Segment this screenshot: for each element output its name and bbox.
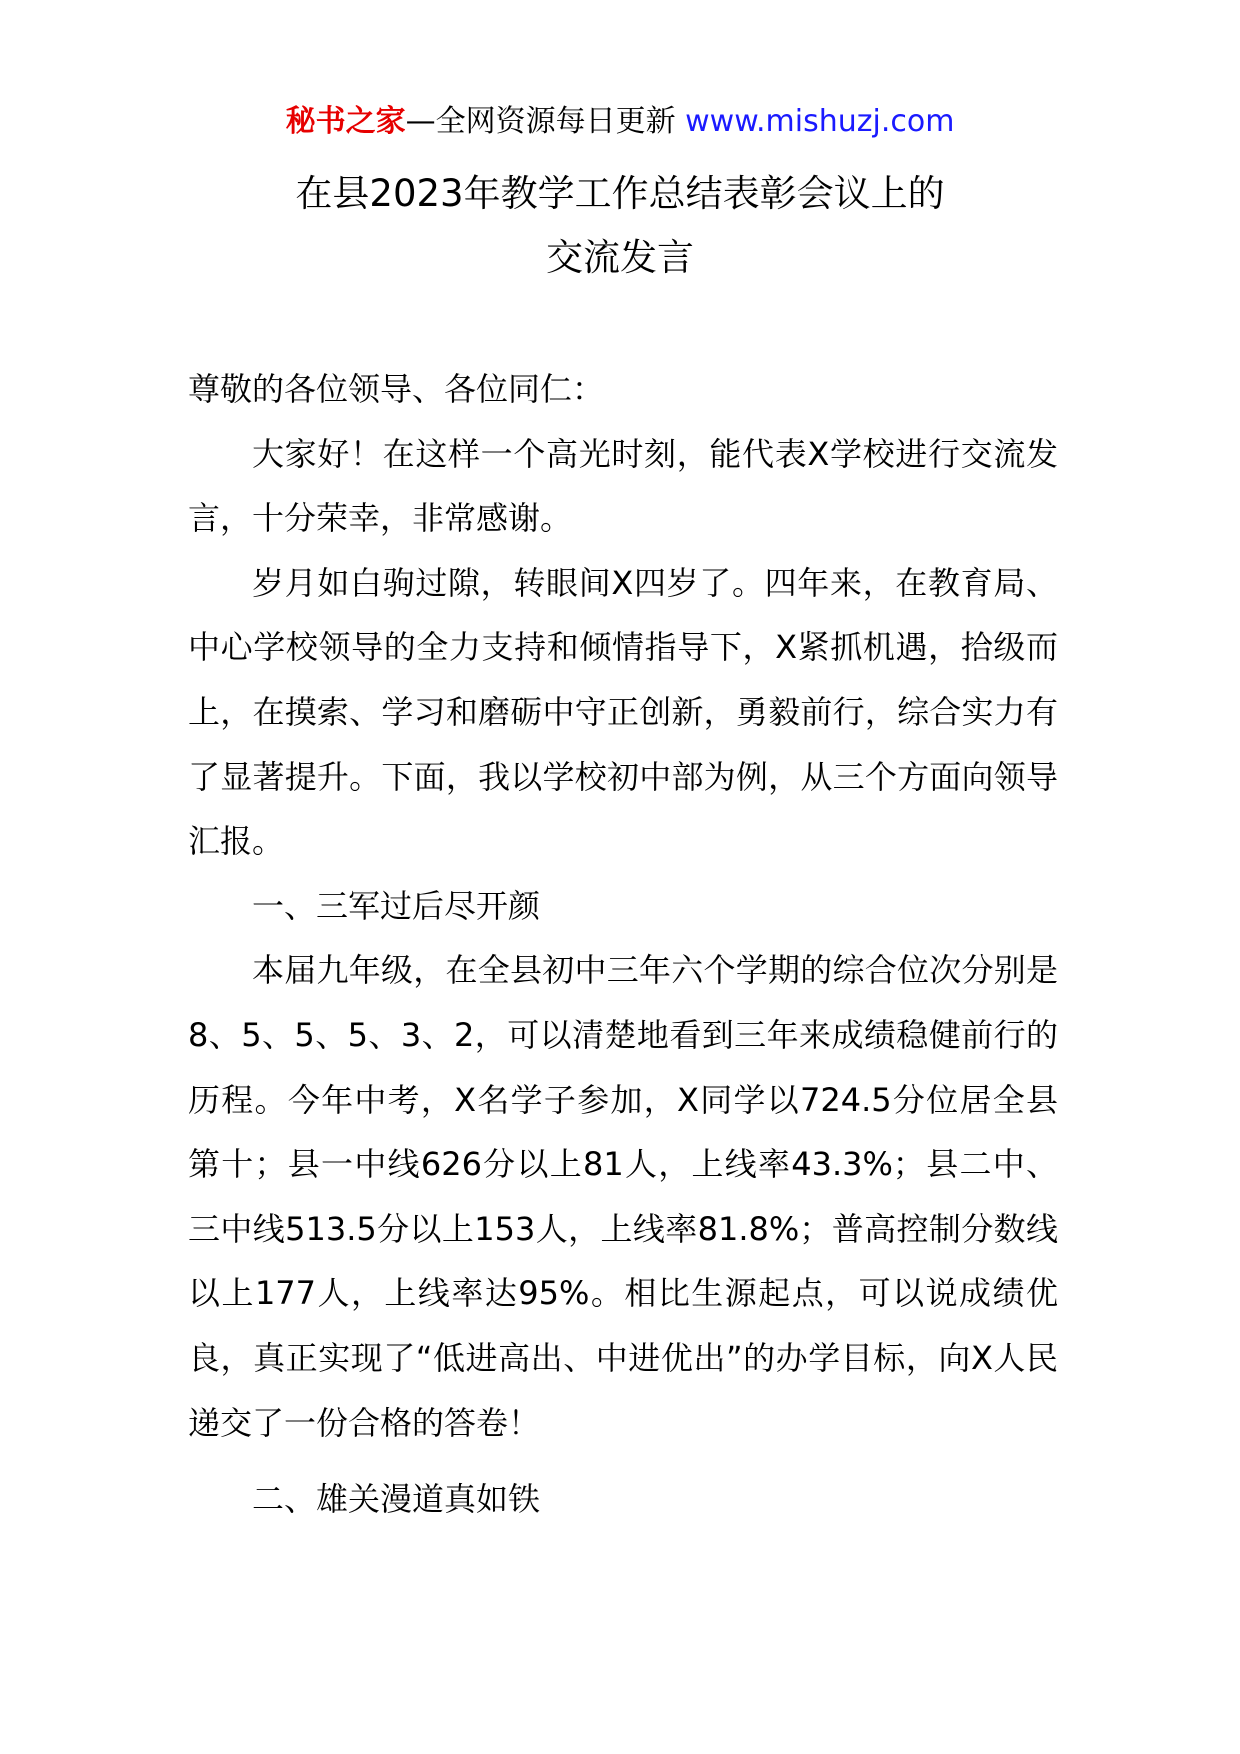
document-title — [0, 162, 1240, 290]
salutation: 尊敬的各位领导、各位同仁： — [188, 370, 605, 408]
document-body — [188, 357, 1058, 1532]
title-line-2: 交流发言 — [546, 236, 694, 279]
section-heading-1: 一、三军过后尽开颜 — [252, 886, 541, 925]
banner-slogan: —全网资源每日更新 — [405, 104, 676, 139]
brand-name: 秘书之家 — [285, 104, 406, 139]
section-heading-2: 二、雄关漫道真如铁 — [252, 1480, 541, 1519]
paragraph-results: 本届九年级，在全县初中三年六个学期的综合位次分别是8、5、5、5、3、2，可以清楚地看到三年来成绩稳健前行的历程。今年中考，X名学子参加，X同学以724.5分位居全县第十；县一中线626分以上81人，上线率43.3%；县二中、三中线513.5分以上153人，上线率81.8%；普高控制分数线以上177人，上线率达95%。相比生源起点，可以说成绩优良，真正实现了“低进高出、中进优出”的办学目标，向X人民递交了一份合格的答卷！ — [188, 951, 1058, 1442]
site-banner — [0, 100, 1240, 144]
site-url-link[interactable]: www.mishuzj.com — [685, 104, 955, 139]
title-line-1: 在县2023年教学工作总结表彰会议上的 — [295, 172, 945, 215]
paragraph-greeting: 大家好！在这样一个高光时刻，能代表X学校进行交流发言，十分荣幸，非常感谢。 — [188, 434, 1058, 538]
paragraph-review: 岁月如白驹过隙，转眼间X四岁了。四年来，在教育局、中心学校领导的全力支持和倾情指导下，X紧抓机遇，拾级而上，在摸索、学习和磨砺中守正创新，勇毅前行，综合实力有了显著提升。下面，我以学校初中部为例，从三个方面向领导汇报。 — [188, 563, 1058, 861]
